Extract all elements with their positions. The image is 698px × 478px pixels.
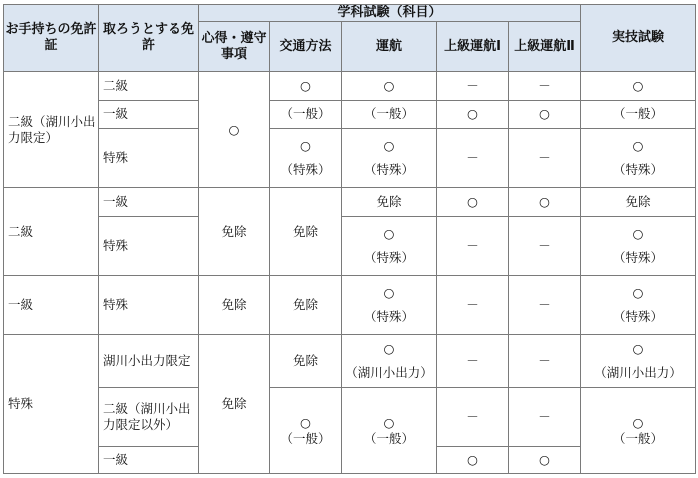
mark-cell: ○ [270,72,342,101]
mark-text: ○ [632,414,644,430]
header-col-adv-operation-1: 上級運航Ⅰ [437,22,509,72]
target-license-cell: 特殊 [99,276,199,335]
header-practical-exam: 実技試験 [581,5,696,72]
exempt-cell: 免除 [199,335,270,474]
mark-cell: ○ [509,447,581,474]
mark-cell: ○ [437,447,509,474]
mark-cell: － [509,129,581,188]
target-license-cell: 二級（湖川小出力限定以外） [99,388,199,447]
table-row [4,216,696,275]
table-row [4,335,696,388]
mark-cell: － [437,216,509,275]
mark-text: ○ [632,138,644,154]
mark-text: ○ [300,414,311,430]
mark-cell: － [509,276,581,335]
table-row [4,188,696,217]
note-text: （特殊） [613,249,664,265]
target-license-cell: 一級 [99,100,199,129]
exempt-cell: 免除 [270,188,342,276]
mark-cell: － [437,129,509,188]
mark-text: ○ [383,414,395,430]
target-license-cell: 一級 [99,188,199,217]
table-row [4,276,696,335]
header-col-rules: 心得・遵守事項 [199,22,270,72]
exempt-cell: 免除 [270,335,342,388]
mark-cell: ○ [437,100,509,129]
mark-cell: － [509,388,581,447]
note-cell: （一般） [342,100,437,129]
mark-cell: － [437,388,509,447]
table-row [4,388,696,447]
target-license-cell: 特殊 [99,129,199,188]
target-license-cell: 特殊 [99,216,199,275]
mark-cell: ○ [437,188,509,217]
held-license-cell: 一級 [4,276,99,335]
mark-cell: ○ [509,100,581,129]
note-text: （特殊） [280,162,331,178]
mark-cell: － [509,72,581,101]
exempt-cell: 免除 [199,188,270,276]
note-text: （湖川小出力） [345,365,433,381]
note-text: （特殊） [613,162,664,178]
exempt-cell: 免除 [199,276,270,335]
license-exam-table [3,4,696,474]
mark-text: ○ [383,341,395,357]
header-col-operation: 運航 [342,22,437,72]
table-row [4,129,696,188]
header-col-adv-operation-2: 上級運航Ⅱ [509,22,581,72]
target-license-cell: 一級 [99,447,199,474]
note-text: （特殊） [363,309,414,325]
note-text: （湖川小出力） [594,365,682,381]
held-license-cell: 二級 [4,188,99,276]
note-cell: （一般） [581,100,696,129]
held-license-cell: 特殊 [4,335,99,474]
note-text: （一般） [613,430,664,446]
header-target-license: 取ろうとする免許 [99,5,199,72]
header-col-traffic: 交通方法 [270,22,342,72]
mark-cell: ○ [509,188,581,217]
mark-text: ○ [632,341,644,357]
exempt-cell: 免除 [581,188,696,217]
mark-text: ○ [632,285,644,301]
header-held-license: お手持ちの免許証 [4,5,99,72]
mark-text: ○ [383,285,395,301]
mark-text: ○ [632,225,644,241]
mark-cell: ○ [581,72,696,101]
mark-text: ○ [300,138,311,154]
mark-cell: ○ [199,72,270,188]
target-license-cell: 湖川小出力限定 [99,335,199,388]
mark-cell: － [509,216,581,275]
table-row [4,100,696,129]
held-license-cell: 二級（湖川小出力限定） [4,72,99,188]
mark-cell: － [437,276,509,335]
mark-cell: － [437,72,509,101]
exempt-cell: 免除 [342,188,437,217]
table-row [4,72,696,101]
exempt-cell: 免除 [270,276,342,335]
mark-text: ○ [383,138,395,154]
header-academic-exam: 学科試験（科目） [199,5,581,22]
note-cell: （一般） [270,100,342,129]
mark-cell: － [509,335,581,388]
mark-cell: － [437,335,509,388]
target-license-cell: 二級 [99,72,199,101]
note-text: （一般） [280,430,331,446]
note-text: （特殊） [613,309,664,325]
mark-cell: ○ [342,72,437,101]
note-text: （一般） [363,430,414,446]
note-text: （特殊） [363,162,414,178]
mark-text: ○ [383,225,395,241]
note-text: （特殊） [363,249,414,265]
